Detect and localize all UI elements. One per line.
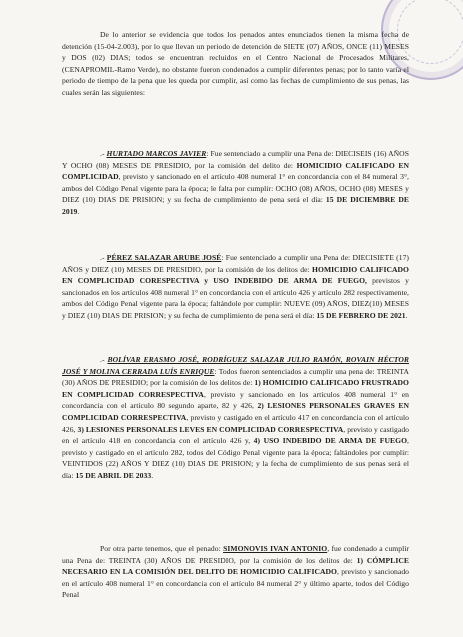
convict-name: SIMONOVIS IVAN ANTONIO: [223, 544, 328, 553]
intro-paragraph: [62, 29, 409, 99]
intro-text: De lo anterior se evidencia que todos los penados antes enunciados tienen la misma fecha de detención (15-04-2.003), por lo que llevan un periodo de detención de SIETE (07) AÑOS, ONCE (11) MESES y DOS (02) DIAS; todos se encuentran recluidos en el Centro Nacional de Procesados Militares, (CENAPROMIL-Ramo Verde), no obstante fueron condenados a cumplir diferentes penas; por lo tanto varía el periodo de tiempo de la pena que les queda por cumplir, así como las fechas de cumplimiento de sus penas, las cuales serán las siguientes:: [62, 30, 409, 97]
sentence-text: , previsto y castigado en el artículo 417 en concordancia con el artículo 426,: [62, 412, 409, 434]
list-dash: .-: [100, 355, 105, 364]
completion-date: 15 DE FEBRERO DE 2021: [316, 310, 406, 320]
sentence-text: Por otra parte tenemos, que el penado:: [100, 544, 224, 553]
crime-name: HOMICIDIO CALIFICADO EN COMPLICIDAD: [62, 160, 409, 182]
sentence-paragraph-perez: .- PÉREZ SALAZAR ARUBE JOSÉ: Fue sentenciado a cumplir una Pena de: DIECISIETE (17) AÑOS y DIEZ (10) MESES DE PRESIDIO, por la comisión de los delitos de: HOMICIDIO CALIFICADO EN COMPLICIDAD CORESPECTIVA y USO INDEBIDO DE ARMA DE FUEGO, previstos y sancionados en los artículos 408 numeral 1° en concordancia con el artículo 426 y artículo 282 respectivamente, ambos del Código Penal vigente para la época; faltándole por cumplir: NUEVE (09) AÑOS, DIEZ(10) MESES y DIEZ (10) DIAS DE PRISION; y su fecha de cumplimiento de pena será el día: 15 DE FEBRERO DE 2021.: [62, 253, 410, 320]
convict-name: HURTADO MARCOS JAVIER: [106, 149, 207, 158]
crime-name: 4) USO INDEBIDO DE ARMA DE FUEGO: [253, 436, 408, 446]
completion-date: 15 DE DICIEMBRE DE 2019: [62, 195, 409, 216]
sentence-text: : Fue sentenciado a cumplir una Pena de: DIECISIETE (17) AÑOS y DIEZ (10) MESES DE PRESIDIO, por la comisión de los delitos de:: [62, 253, 409, 274]
crime-name: 1) HOMICIDIO CALIFICADO FRUSTRADO EN COMPLICIDAD CORRESPECTIVA: [62, 378, 409, 399]
crime-name: 1) CÓMPLICE NECESARIO EN LA COMISIÓN DEL DELITO DE HOMICIDIO CALIFICADO: [62, 555, 409, 577]
list-dash: .-: [100, 253, 105, 262]
completion-date: 15 DE ABRIL DE 2033: [75, 470, 152, 480]
sentence-text: , previsto y sancionado en los artículos 408 numeral 1° en concordancia con el artículo 80 segundo aparte, 82 y 426,: [62, 389, 410, 411]
sentence-text: , fue condenado a cumplir una Pena de: TREINTA (30) AÑOS DE PRESIDIO, por la comisión de los delitos de:: [62, 544, 409, 565]
convict-name: PÉREZ SALAZAR ARUBE JOSÉ: [106, 253, 222, 262]
sentence-text: previstos y sancionados en los artículos 408 numeral 1° en concordancia con el artículo 426 y artículo 282 respectivamente, ambos del Código Penal vigente para la época; faltándole por cumplir: NUEVE (09) AÑOS, DIEZ(10) MESES y DIEZ (10) DIAS DE PRISION; y su fecha de cumplimiento de pena será el día:: [62, 276, 409, 320]
sentence-paragraph-group: .- BOLÍVAR ERASMO JOSÉ, RODRÍGUEZ SALAZAR JULIO RAMÓN, ROVAIN HÉCTOR JOSÉ Y MOLINA CERRADA LUÍS ENRIQUE: Todos fueron sentenciados a cumplir una pena de: TREINTA (30) AÑOS DE PRESIDIO; por la comisión de los delitos de: 1) HOMICIDIO CALIFICADO FRUSTRADO EN COMPLICIDAD CORRESPECTIVA, previsto y sancionado en los artículos 408 numeral 1° en concordancia con el artículo 80 segundo aparte, 82 y 426, 2) LESIONES PERSONALES GRAVES EN COMPLICIDAD CORRESPECTIVA, previsto y castigado en el artículo 417 en concordancia con el artículo 426, 3) LESIONES PERSONALES LEVES EN COMPLICIDAD CORRESPECTIVA, previsto y castigado en el artículo 418 en concordancia con el artículo 426 y, 4) USO INDEBIDO DE ARMA DE FUEGO, previsto y castigado en el artículo 282, todos del Código Penal vigente para la época; faltándoles por cumplir: VEINTIDOS (22) AÑOS Y DIEZ (10) DIAS DE PRISION; y la fecha de cumplimiento de sus penas será el día: 15 DE ABRIL DE 2033.: [62, 355, 410, 480]
sentence-paragraph-hurtado: .- HURTADO MARCOS JAVIER: Fue sentenciado a cumplir una Pena de: DIECISEIS (16) AÑOS Y OCHO (08) MESES DE PRESIDIO, por la comisión del delito de: HOMICIDIO CALIFICADO EN COMPLICIDAD, previsto y sancionado en el artículo 408 numeral 1° en concordancia con el 84 numeral 3°, ambos del Código Penal vigente para la época; le falta por cumplir: OCHO (08) AÑOS, OCHO (08) MESES y DIEZ (10) DIAS DE PRISION; y su fecha de cumplimiento de pena será el día: 15 DE DICIEMBRE DE 2019.: [62, 149, 409, 216]
sentence-paragraph-simonovis: [62, 543, 409, 601]
sentence-text: : Fue sentenciado a cumplir una Pena de: DIECISEIS (16) AÑOS Y OCHO (08) MESES DE PRESIDIO, por la comisión del delito de:: [62, 149, 409, 170]
crime-name: HOMICIDIO CALIFICADO EN COMPLICIDAD CORESPECTIVA y USO INDEBIDO DE ARMA DE FUEGO,: [62, 264, 410, 286]
crime-name: 3) LESIONES PERSONALES LEVES EN COMPLICIDAD CORRESPECTIVA: [77, 424, 344, 434]
crime-name: 2) LESIONES PERSONALES GRAVES EN COMPLICIDAD CORRESPECTIVA: [62, 401, 409, 422]
convict-names: BOLÍVAR ERASMO JOSÉ, RODRÍGUEZ SALAZAR JULIO RAMÓN, ROVAIN HÉCTOR JOSÉ Y MOLINA CERRADA LUÍS ENRIQUE: [62, 355, 409, 376]
sentence-text: , previsto y castigado en el artículo 282, todos del Código Penal vigente para la época; faltándoles por cumplir: VEINTIDOS (22) AÑOS Y DIEZ (10) DIAS DE PRISION; y la fecha de cumplimiento de sus penas será el día:: [62, 436, 409, 480]
sentence-text: : Todos fueron sentenciados a cumplir una pena de: TREINTA (30) AÑOS DE PRESIDIO; por la comisión de los delitos de:: [62, 366, 409, 388]
list-dash: .-: [100, 149, 105, 158]
sentence-text: , previsto y sancionado en el artículo 408 numeral 1° en concordancia con el 84 numeral 3°, ambos del Código Penal vigente para la época; le falta por cumplir: OCHO (08) AÑOS, OCHO (08) MESES y DIEZ (10) DIAS DE PRISION; y su fecha de cumplimiento de pena será el día:: [62, 172, 409, 205]
sentence-text: , previsto y castigado en el artículo 418 en concordancia con el artículo 426 y,: [62, 424, 410, 446]
sentence-text: , previsto y sancionado en el artículo 408 numeral 1° en concordancia con el artículo 84 numeral 2° y último aparte, todos del Código Penal: [62, 567, 410, 600]
